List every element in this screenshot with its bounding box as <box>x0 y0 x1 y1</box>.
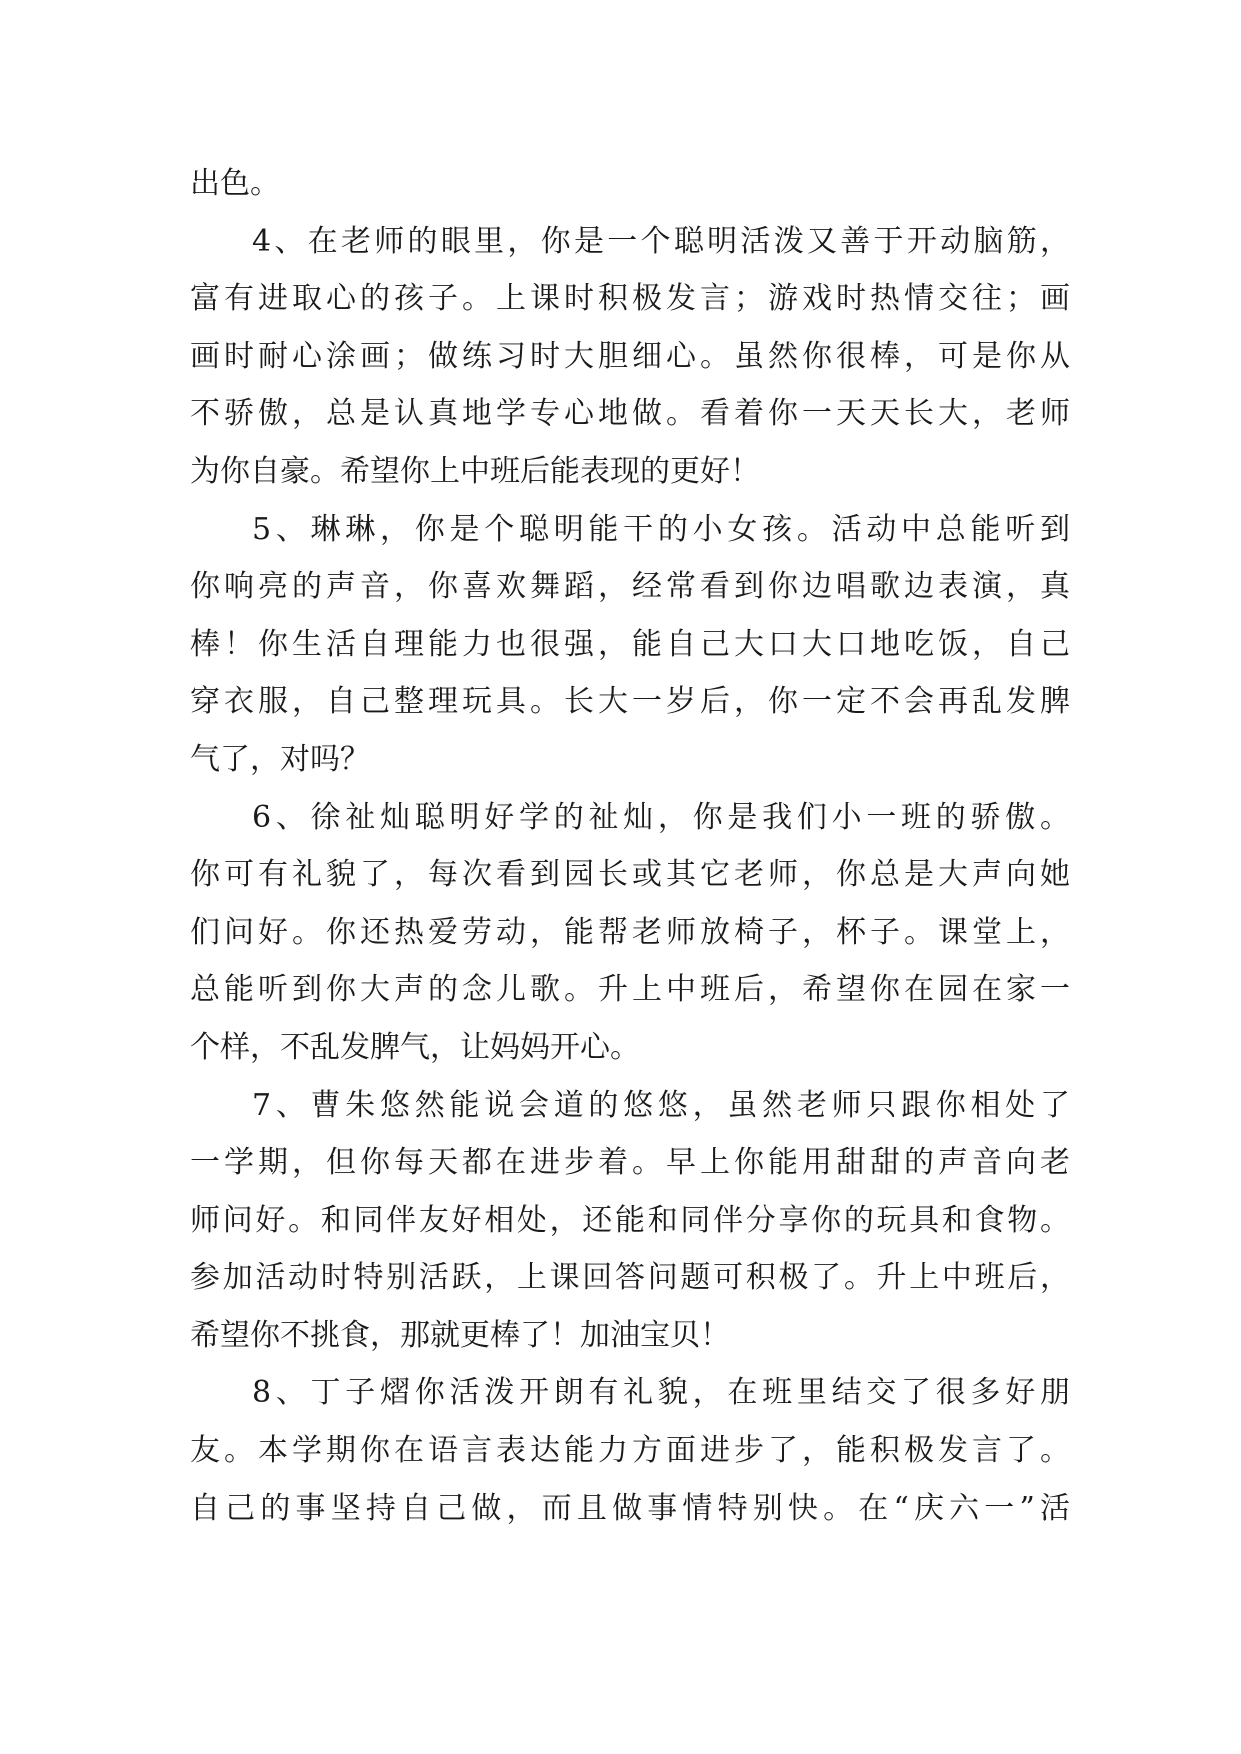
paragraph-first-line: 8、丁子熠你活泼开朗有礼貌，在班里结交了很多好朋 <box>252 1375 1070 1411</box>
text-line: 希望你不挑食，那就更棒了！加油宝贝！ <box>190 1317 730 1353</box>
text-line: 参加活动时特别活跃，上课回答问题可积极了。升上中班后， <box>190 1260 1070 1296</box>
text-line: 富有进取心的孩子。上课时积极发言；游戏时热情交往；画 <box>190 281 1070 317</box>
text-line: 个样，不乱发脾气，让妈妈开心。 <box>190 1029 640 1065</box>
text-line: 不骄傲，总是认真地学专心地做。看着你一天天长大，老师 <box>190 396 1070 432</box>
text-line: 一学期，但你每天都在进步着。早上你能用甜甜的声音向老 <box>190 1145 1070 1181</box>
paragraph-first-line: 7、曹朱悠然能说会道的悠悠，虽然老师只跟你相处了 <box>252 1087 1070 1123</box>
text-line: 你可有礼貌了，每次看到园长或其它老师，你总是大声向她 <box>190 857 1070 893</box>
text-line: 气了，对吗？ <box>190 741 370 777</box>
text-line: 自己的事坚持自己做，而且做事情特别快。在“庆六一”活 <box>190 1490 1070 1526</box>
text-line: 画时耐心涂画；做练习时大胆细心。虽然你很棒，可是你从 <box>190 338 1070 374</box>
text-line: 友。本学期你在语言表达能力方面进步了，能积极发言了。 <box>190 1433 1070 1469</box>
text-line: 为你自豪。希望你上中班后能表现的更好！ <box>190 453 760 489</box>
text-line: 出色。 <box>190 166 280 201</box>
text-line: 棒！你生活自理能力也很强，能自己大口大口地吃饭，自己 <box>190 626 1070 662</box>
text-line: 穿衣服，自己整理玩具。长大一岁后，你一定不会再乱发脾 <box>190 684 1070 720</box>
text-line: 你响亮的声音，你喜欢舞蹈，经常看到你边唱歌边表演，真 <box>190 569 1070 605</box>
text-line: 师问好。和同伴友好相处，还能和同伴分享你的玩具和食物。 <box>190 1202 1070 1238</box>
text-line: 总能听到你大声的念儿歌。升上中班后，希望你在园在家一 <box>190 972 1070 1008</box>
paragraph-first-line: 4、在老师的眼里，你是一个聪明活泼又善于开动脑筋， <box>252 223 1070 259</box>
paragraph-first-line: 6、徐祉灿聪明好学的祉灿，你是我们小一班的骄傲。 <box>252 799 1070 835</box>
text-line: 们问好。你还热爱劳动，能帮老师放椅子，杯子。课堂上， <box>190 914 1070 950</box>
body-text <box>190 155 1070 1537</box>
paragraph-first-line: 5、琳琳，你是个聪明能干的小女孩。活动中总能听到 <box>252 511 1070 547</box>
